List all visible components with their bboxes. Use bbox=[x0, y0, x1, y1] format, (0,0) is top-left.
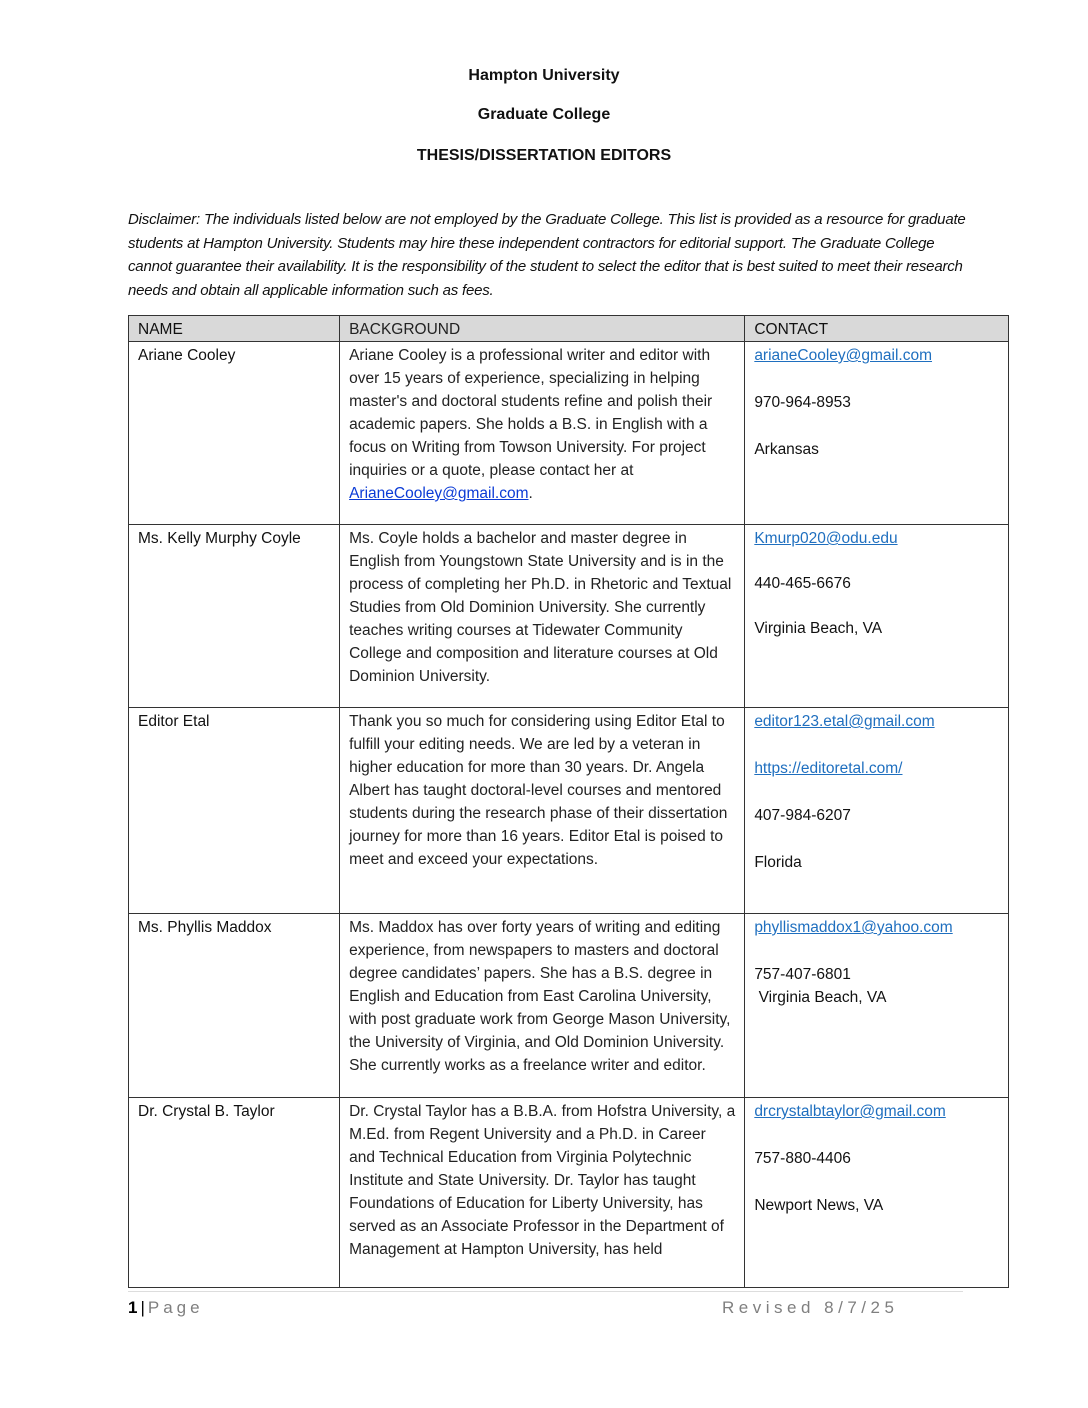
editor-background: Ms. Coyle holds a bachelor and master degree in English from Youngstown State University and is in the process of completing her Ph.D. in Rhetoric and Textual Studies from Old Dominion University. She currently teaches writing courses at Tidewater Community College and composition and literature courses at Old Dominion University. bbox=[340, 525, 745, 708]
table-header-row bbox=[129, 316, 1009, 342]
college-title: Graduate College bbox=[477, 106, 611, 123]
column-header-background: BACKGROUND bbox=[340, 316, 745, 342]
editor-name: Ariane Cooley bbox=[129, 342, 340, 525]
inline-email-link[interactable]: ArianeCooley@gmail.com bbox=[349, 485, 529, 502]
editor-name: Dr. Crystal B. Taylor bbox=[129, 1098, 340, 1288]
column-header-contact: CONTACT bbox=[745, 316, 1009, 342]
table-row bbox=[129, 1098, 1009, 1288]
phone-number: 440-465-6676 bbox=[754, 575, 851, 592]
email-link[interactable]: drcrystalbtaylor@gmail.com bbox=[754, 1103, 946, 1120]
footer-separator: | bbox=[140, 1298, 145, 1317]
phone-number: 757-880-4406 bbox=[754, 1150, 851, 1167]
institution-title: Hampton University bbox=[468, 67, 620, 84]
page-number: 1 bbox=[128, 1298, 138, 1317]
editor-name: Ms. Phyllis Maddox bbox=[129, 914, 340, 1098]
editor-contact bbox=[745, 525, 1009, 708]
table-row bbox=[129, 914, 1009, 1098]
website-link[interactable]: https://editoretal.com/ bbox=[754, 760, 903, 777]
email-link[interactable]: Kmurp020@odu.edu bbox=[754, 530, 898, 547]
location: Virginia Beach, VA bbox=[754, 989, 887, 1006]
location: Arkansas bbox=[754, 441, 819, 458]
email-link[interactable]: arianeCooley@gmail.com bbox=[754, 347, 933, 364]
editor-background bbox=[340, 342, 745, 525]
disclaimer-text: Disclaimer: The individuals listed below are not employed by the Graduate College. This list is provided as a resource for graduate students at Hampton University. Students may hire these independent contractors for editorial support. The Graduate College cannot guarantee their availability. It is the responsibility of the student to select the editor that is best suited to meet their research needs and obtain all applicable information such as fees. bbox=[128, 211, 966, 299]
editor-contact bbox=[745, 914, 1009, 1098]
table-row bbox=[129, 342, 1009, 525]
phone-number: 407-984-6207 bbox=[754, 807, 851, 824]
editor-name: Editor Etal bbox=[129, 708, 340, 914]
document-title: THESIS/DISSERTATION EDITORS bbox=[416, 147, 672, 164]
editor-contact bbox=[745, 1098, 1009, 1288]
editor-background: Thank you so much for considering using Editor Etal to fulfill your editing needs. We are led by a veteran in higher education for more than 30 years. Dr. Angela Albert has taught doctoral-level courses and mentored students during the research phase of their dissertation journey for more than 16 years. Editor Etal is poised to meet and exceed your expectations. bbox=[340, 708, 745, 914]
editor-background: Dr. Crystal Taylor has a B.B.A. from Hofstra University, a M.Ed. from Regent University and a Ph.D. in Career and Technical Education from Virginia Polytechnic Institute and State University. Dr. Taylor has taught Foundations of Education for Liberty University, has served as an Associate Professor in the Department of Management at Hampton University, has held bbox=[340, 1098, 745, 1288]
location: Virginia Beach, VA bbox=[754, 620, 883, 637]
table-row bbox=[129, 708, 1009, 914]
editor-name: Ms. Kelly Murphy Coyle bbox=[129, 525, 340, 708]
background-text: Ariane Cooley is a professional writer and editor with over 15 years of experience, specializing in helping master's and doctoral students refine and polish their academic papers. She holds a B.S. in English with a focus on Writing from Towson University. For project inquiries or a quote, please contact her at bbox=[349, 347, 713, 479]
footer-divider bbox=[128, 1291, 963, 1292]
page-footer bbox=[128, 1298, 204, 1318]
editors-table bbox=[128, 315, 1009, 1288]
column-header-name: NAME bbox=[129, 316, 340, 342]
editor-contact bbox=[745, 708, 1009, 914]
location: Newport News, VA bbox=[754, 1197, 884, 1214]
table-row bbox=[129, 525, 1009, 708]
email-link[interactable]: phyllismaddox1@yahoo.com bbox=[754, 919, 953, 936]
page-label: Page bbox=[147, 1298, 204, 1317]
editor-background: Ms. Maddox has over forty years of writing and editing experience, from newspapers to masters and doctoral degree candidates’ papers. She has a B.S. degree in English and Education from East Carolina University, with post graduate work from George Mason University, the University of Virginia, and Old Dominion University. She currently works as a freelance writer and editor. bbox=[340, 914, 745, 1098]
editor-contact bbox=[745, 342, 1009, 525]
phone-number: 757-407-6801 bbox=[754, 966, 851, 983]
location: Florida bbox=[754, 854, 802, 871]
email-link[interactable]: editor123.etal@gmail.com bbox=[754, 713, 935, 730]
revision-date: Revised 8/7/25 bbox=[722, 1298, 899, 1317]
background-text-end: . bbox=[528, 485, 533, 502]
phone-number: 970-964-8953 bbox=[754, 394, 851, 411]
